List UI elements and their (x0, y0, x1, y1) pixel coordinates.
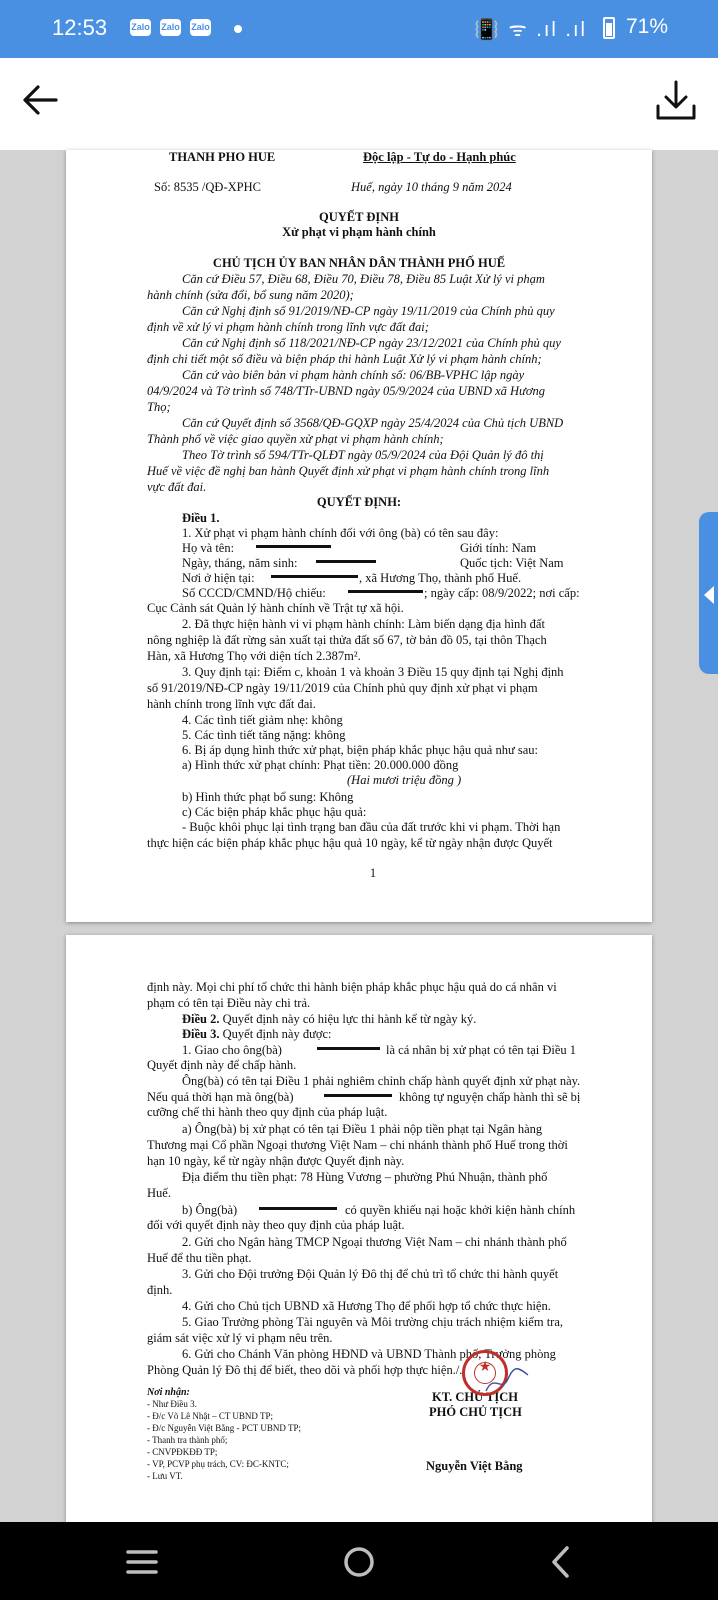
official-seal-icon: ★ (462, 1350, 508, 1396)
signal-icons: 📳 ᯤ .ıl .ıl (474, 19, 587, 41)
recipient-item: - CNVPĐKĐĐ TP; (147, 1447, 218, 1457)
recipient-item: - Đ/c Võ Lê Nhật – CT UBND TP; (147, 1411, 273, 1421)
article-2-heading: Điều 2. (182, 1012, 220, 1026)
recipient-item: - Như Điều 3. (147, 1399, 197, 1409)
residence-tail: , xã Hương Thọ, thành phố Huế. (359, 571, 522, 585)
item-4: 4. Gửi cho Chủ tịch UBND xã Hương Thọ để phối hợp tổ chức thực hiện. (182, 1299, 551, 1313)
authority-title: CHỦ TỊCH ỦY BAN NHÂN DÂN THÀNH PHỐ HUẾ (212, 256, 506, 270)
basis-line: Căn cứ Nghị định số 91/2019/NĐ-CP ngày 19/11/2019 của Chính phủ quy (182, 304, 555, 318)
item-3: 3. Quy định tại: Điểm c, khoản 1 và khoản 3 Điều 15 quy định tại Nghị định (182, 665, 564, 679)
item-5: 5. Các tình tiết tăng nặng: không (182, 728, 346, 742)
side-panel-handle[interactable] (699, 512, 718, 674)
nationality: Quốc tịch: Việt Nam (460, 556, 564, 570)
item-b-start: b) Ông(bà) (182, 1203, 238, 1217)
id-tail: ; ngày cấp: 08/9/2022; nơi cấp: (424, 586, 580, 600)
item-6c: c) Các biện pháp khắc phục hậu quả: (182, 805, 367, 819)
item-1-cont: Quyết định này để chấp hành. (147, 1058, 297, 1072)
back-button[interactable] (18, 78, 62, 122)
decision-subtitle: Xử phạt vi phạm hành chính (282, 225, 436, 239)
zalo-notification-icon: Zalo (160, 19, 181, 36)
back-icon (540, 1540, 584, 1584)
article-3 (182, 1027, 331, 1041)
item-2: Hàn, xã Hương Thọ với diện tích 2.387m². (147, 649, 361, 663)
gender: Giới tính: Nam (460, 541, 537, 555)
payment-place: Huế. (147, 1186, 171, 1200)
id-label: Số CCCD/CMND/Hộ chiếu: (182, 586, 326, 600)
item-6b: b) Hình thức phạt bổ sung: Không (182, 790, 354, 804)
basis-line: Thọ; (147, 400, 171, 414)
signature-title-1: KT. CHỦ TỊCH (432, 1390, 519, 1404)
article-3-text: Quyết định này được: (219, 1027, 332, 1041)
item-2: nông nghiệp là đất rừng sản xuất tại thửa đất số 67, tờ bản đồ 05, tại thôn Thạch (147, 633, 547, 647)
basis-line: định chi tiết một số điều và biện pháp thi hành Luật Xử lý vi phạm hành chính; (147, 352, 542, 366)
recipient-item: - Lưu VT. (147, 1471, 183, 1481)
item-2: 2. Gửi cho Ngân hàng TMCP Ngoại thương Việt Nam – chi nhánh thành phố (182, 1235, 567, 1249)
clock: 12:53 (52, 15, 108, 40)
decides-heading: QUYẾT ĐỊNH: (316, 495, 402, 509)
app-bar (0, 58, 718, 150)
item-a: hạn 10 ngày, kể từ ngày nhận được Quyết định này. (147, 1154, 405, 1168)
chevron-left-icon (704, 586, 714, 604)
item-1b: Ông(bà) có tên tại Điều 1 phải nghiêm chỉnh chấp hành quyết định xử phạt này. (182, 1074, 581, 1088)
redacted-name (259, 1207, 337, 1210)
basis-line: 04/9/2024 và Tờ trình số 748/TTr-UBND ngày 05/9/2024 của UBND xã Hương (147, 384, 546, 398)
status-bar (0, 0, 718, 58)
item-1-tail: là cá nhân bị xử phạt có tên tại Điều 1 (386, 1043, 577, 1057)
redacted-id (348, 590, 423, 593)
item-6: Phòng Quản lý Đô thị để biết, theo dõi và phối hợp thực hiện./. (147, 1363, 463, 1377)
decision-number: Số: 8535 /QĐ-XPHC (154, 180, 261, 194)
item-6: 6. Gửi cho Chánh Văn phòng HĐND và UBND Thành phố, Trưởng phòng (182, 1347, 556, 1361)
id-issuer: Cục Cảnh sát Quản lý hành chính về Trật tự xã hội. (147, 601, 404, 615)
item-1c-tail: không tự nguyện chấp hành thì sẽ bị (399, 1090, 581, 1104)
article-2 (182, 1012, 476, 1026)
battery-icon (603, 17, 615, 39)
document-page-2 (66, 935, 652, 1525)
more-notifications-icon (234, 25, 242, 33)
national-motto: Độc lập - Tự do - Hạnh phúc (363, 150, 516, 164)
name-label: Họ và tên: (182, 541, 235, 555)
text-line: phạm có tên tại Điều này chi trả. (147, 996, 311, 1010)
basis-line: Căn cứ vào biên bản vi phạm hành chính số: 06/BB-VPHC lập ngày (182, 368, 525, 382)
recents-icon (120, 1540, 164, 1584)
item-6a: a) Hình thức xử phạt chính: Phạt tiền: 20.000.000 đồng (182, 758, 459, 772)
dob-label: Ngày, tháng, năm sinh: (182, 556, 298, 570)
payment-place: Địa điểm thu tiền phạt: 78 Hùng Vương – phường Phú Nhuận, thành phố (182, 1170, 548, 1184)
item-4: 4. Các tình tiết giảm nhẹ: không (182, 713, 343, 727)
zalo-notification-icon: Zalo (190, 19, 211, 36)
zalo-notification-icon: Zalo (130, 19, 151, 36)
item-3: số 91/2019/NĐ-CP ngày 19/11/2019 của Chính phủ quy định xử phạt vi phạm (147, 681, 538, 695)
item-5: giám sát việc xử lý vi phạm nêu trên. (147, 1331, 333, 1345)
basis-line: Căn cứ Điều 57, Điều 68, Điều 70, Điều 78, Điều 85 Luật Xử lý vi phạm (182, 272, 545, 286)
recents-button[interactable] (120, 1540, 164, 1584)
item-b-tail: có quyền khiếu nại hoặc khởi kiện hành chính (345, 1203, 576, 1217)
decision-title: QUYẾT ĐỊNH (319, 210, 399, 224)
download-icon (652, 76, 700, 124)
basis-line: hành chính (sửa đổi, bổ sung năm 2020); (147, 288, 354, 302)
residence-label: Nơi ở hiện tại: (182, 571, 255, 585)
document-page-1 (66, 150, 652, 922)
item-3: 3. Gửi cho Đội trưởng Đội Quản lý Đô thị để chủ trì tổ chức thi hành quyết (182, 1267, 559, 1281)
recipients-title: Nơi nhận: (147, 1387, 190, 1398)
item-3: định. (147, 1283, 173, 1297)
arrow-left-icon (18, 78, 62, 122)
system-nav-bar (0, 1522, 718, 1600)
basis-line: Huế về việc đề nghị ban hành Quyết định xử phạt vi phạm hành chính trong lĩnh (147, 464, 550, 478)
basis-line: Thành phố về việc giao quyền xử phạt vi phạm hành chính; (147, 432, 444, 446)
fine-in-words: (Hai mươi triệu đồng ) (347, 773, 462, 787)
item-1d: cưỡng chế thi hành theo quy định của pháp luật. (147, 1105, 388, 1119)
signature-icon (484, 1363, 530, 1397)
item-b-cont: đối với quyết định này theo quy định của pháp luật. (147, 1218, 405, 1232)
basis-line: Theo Tờ trình số 594/TTr-QLĐT ngày 05/9/2024 của Đội Quản lý đô thị (182, 448, 544, 462)
redacted-name (256, 545, 331, 548)
header-left: THANH PHO HUE (169, 150, 276, 164)
item-1-start: 1. Giao cho ông(bà) (182, 1043, 282, 1057)
item-6c-text: thực hiện các biện pháp khắc phục hậu quả 10 ngày, kể từ ngày nhận được Quyết (147, 836, 553, 850)
recipient-item: - VP, PCVP phụ trách, CV: ĐC-KNTC; (147, 1459, 289, 1469)
signer-name: Nguyễn Việt Bằng (426, 1459, 523, 1473)
item-6c-text: - Buộc khôi phục lại tình trạng ban đầu của đất trước khi vi phạm. Thời hạn (182, 820, 561, 834)
place-date: Huế, ngày 10 tháng 9 năm 2024 (351, 180, 512, 194)
nav-back-button[interactable] (540, 1540, 584, 1584)
article-2-text: Quyết định này có hiệu lực thi hành kể từ ngày ký. (219, 1012, 477, 1026)
basis-line: định về xử lý vi phạm hành chính trong lĩnh vực đất đai; (147, 320, 429, 334)
article-1-heading: Điều 1. (182, 511, 220, 525)
basis-line: Căn cứ Nghị định số 118/2021/NĐ-CP ngày 23/12/2021 của Chính phủ quy (182, 336, 561, 350)
download-button[interactable] (652, 76, 700, 124)
item-6: 6. Bị áp dụng hình thức xử phạt, biện pháp khắc phục hậu quả như sau: (182, 743, 539, 757)
item-1: 1. Xử phạt vi phạm hành chính đối với ông (bà) có tên sau đây: (182, 526, 499, 540)
recipient-item: - Đ/c Nguyễn Việt Bằng - PCT UBND TP; (147, 1423, 301, 1433)
signature-title-2: PHÓ CHỦ TỊCH (429, 1405, 522, 1419)
basis-line: Căn cứ Quyết định số 3568/QĐ-GQXP ngày 25/4/2024 của Chủ tịch UBND (182, 416, 564, 430)
text-line: định này. Mọi chi phí tổ chức thi hành biện pháp khắc phục hậu quả do cá nhân vi (147, 980, 557, 994)
item-3: hành chính trong lĩnh vực đất đai. (147, 697, 316, 711)
item-a: a) Ông(bà) bị xử phạt có tên tại Điều 1 phải nộp tiền phạt tại Ngân hàng (182, 1122, 543, 1136)
article-3-heading: Điều 3. (182, 1027, 220, 1041)
recipient-item: - Thanh tra thành phố; (147, 1435, 228, 1445)
item-2: Huế để thu tiền phạt. (147, 1251, 252, 1265)
item-5: 5. Giao Trưởng phòng Tài nguyên và Môi trường chịu trách nhiệm kiểm tra, (182, 1315, 563, 1329)
home-button[interactable] (337, 1540, 381, 1584)
basis-line: vực đất đai. (147, 480, 207, 494)
battery-level: 71% (626, 15, 669, 38)
page-number: 1 (369, 866, 377, 880)
redacted-name (317, 1047, 380, 1050)
home-icon (337, 1540, 381, 1584)
redacted-name (324, 1094, 392, 1097)
item-a: Thương mại Cổ phần Ngoại thương Việt Nam – chi nhánh thành phố Huế trong thời (147, 1138, 568, 1152)
redacted-address (271, 575, 358, 578)
redacted-dob (316, 560, 376, 563)
item-2: 2. Đã thực hiện hành vi vi phạm hành chính: Làm biến dạng địa hình đất (182, 617, 545, 631)
item-1c-start: Nếu quá thời hạn mà ông(bà) (147, 1090, 294, 1104)
